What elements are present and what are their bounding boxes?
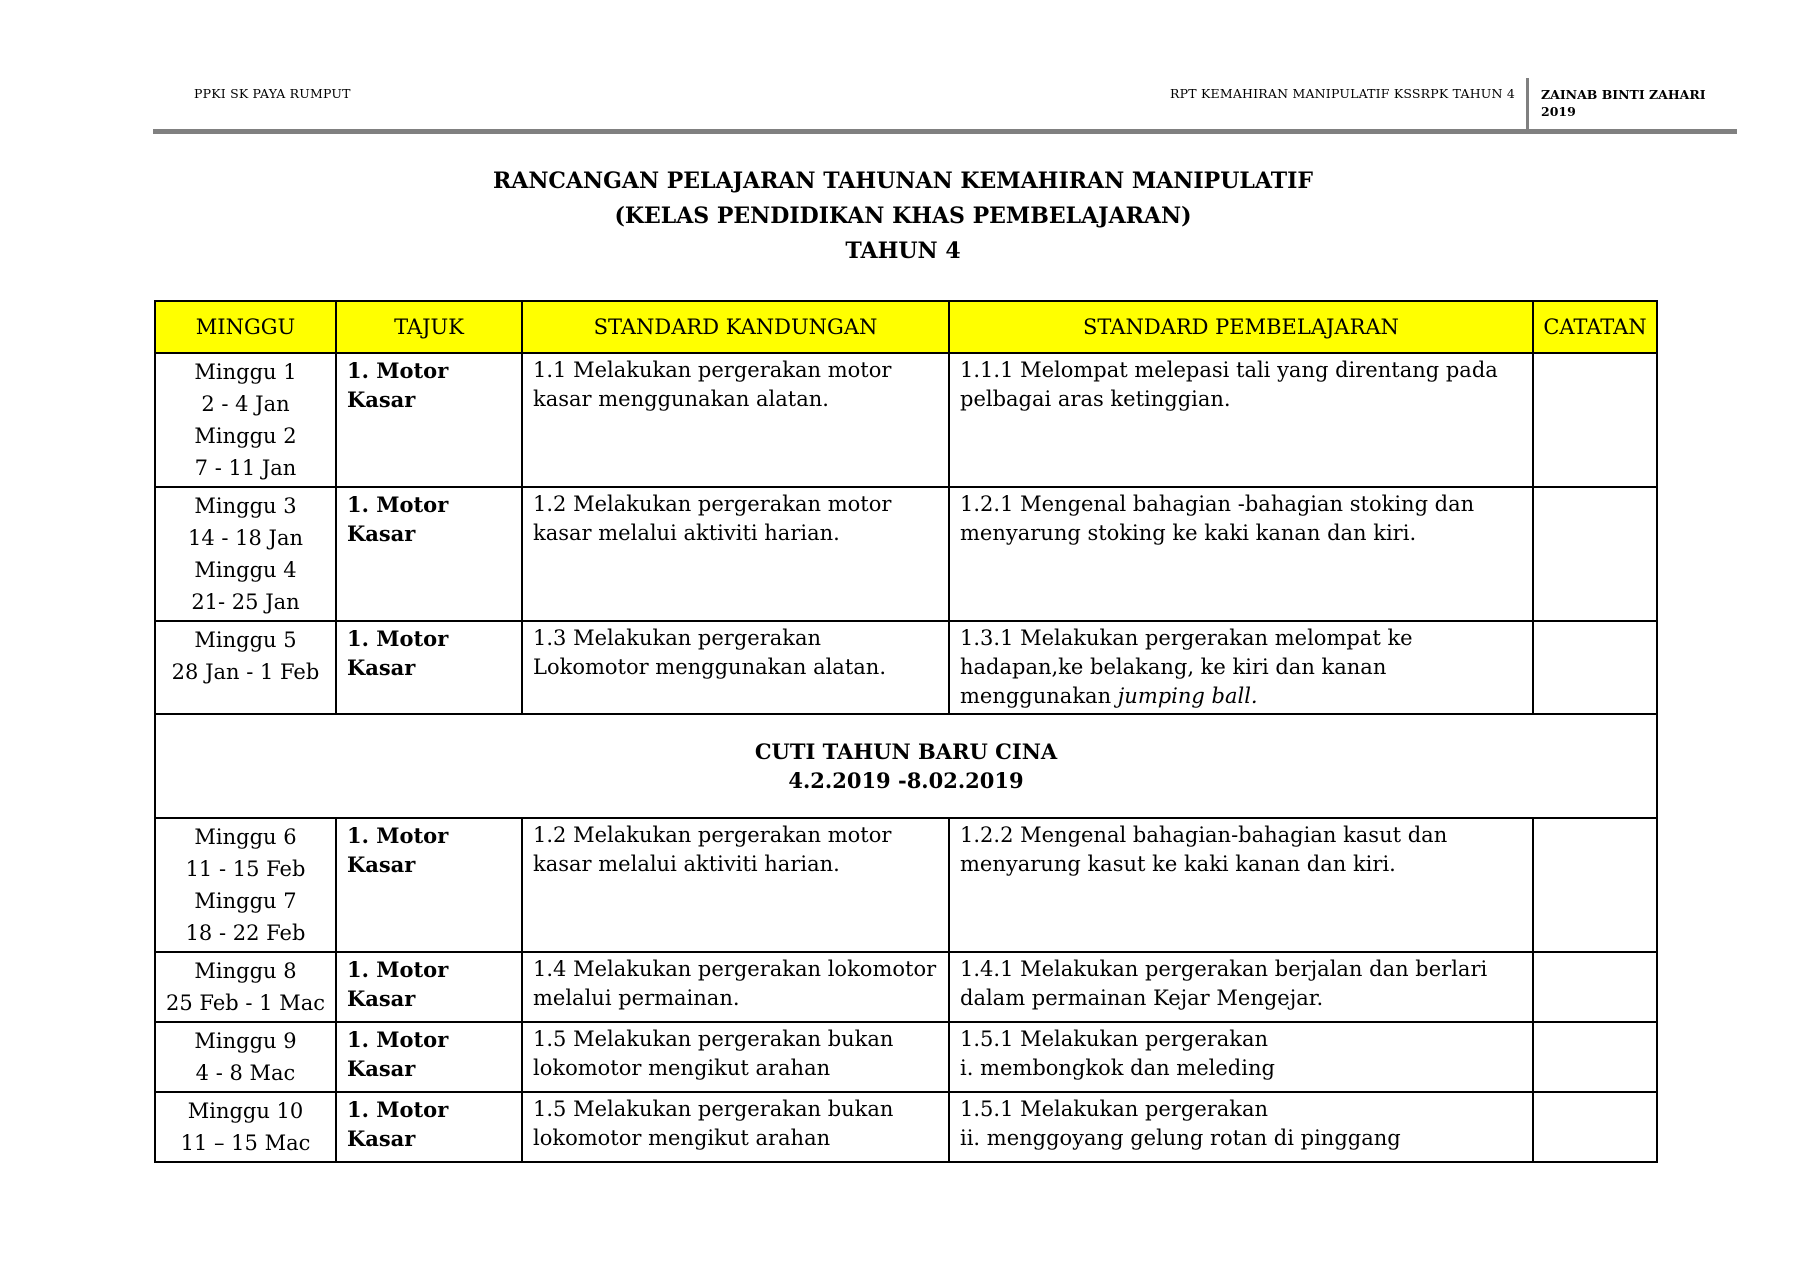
cell-catatan — [1533, 952, 1657, 1022]
sp-line: i. membongkok dan meleding — [960, 1056, 1275, 1080]
column-header-standard-kandungan: STANDARD KANDUNGAN — [522, 301, 949, 353]
holiday-row — [155, 714, 1657, 818]
week-dates: 2 - 4 Jan — [201, 392, 290, 416]
cell-minggu — [155, 818, 336, 952]
week-dates: 4 - 8 Mac — [195, 1061, 296, 1085]
sp-line: 1.5.1 Melakukan pergerakan — [960, 1097, 1269, 1121]
cell-minggu — [155, 1022, 336, 1092]
header-divider — [1526, 78, 1529, 130]
week-label: Minggu 2 — [194, 424, 297, 448]
week-dates: 21- 25 Jan — [191, 590, 300, 614]
cell-tajuk: 1. Motor Kasar — [336, 1022, 522, 1092]
week-dates: 25 Feb - 1 Mac — [166, 991, 325, 1015]
week-label: Minggu 6 — [194, 825, 297, 849]
header-school: PPKI SK PAYA RUMPUT — [194, 86, 351, 101]
week-label: Minggu 10 — [187, 1099, 304, 1123]
cell-tajuk: 1. Motor Kasar — [336, 818, 522, 952]
cell-minggu — [155, 1092, 336, 1162]
cell-standard-kandungan: 1.4 Melakukan pergerakan lokomotor melalui permainan. — [522, 952, 949, 1022]
table-row — [155, 952, 1657, 1022]
title-line-2: (KELAS PENDIDIKAN KHAS PEMBELAJARAN) — [614, 203, 1192, 229]
cell-minggu — [155, 487, 336, 621]
table-row — [155, 1022, 1657, 1092]
cell-standard-pembelajaran: 1.2.1 Mengenal bahagian -bahagian stoking dan menyarung stoking ke kaki kanan dan kiri. — [949, 487, 1533, 621]
week-label: Minggu 7 — [194, 889, 297, 913]
cell-standard-pembelajaran: 1.2.2 Mengenal bahagian-bahagian kasut dan menyarung kasut ke kaki kanan dan kiri. — [949, 818, 1533, 952]
sp-line: 1.5.1 Melakukan pergerakan — [960, 1027, 1269, 1051]
page-title — [153, 164, 1653, 269]
week-label: Minggu 4 — [194, 558, 297, 582]
cell-catatan — [1533, 1092, 1657, 1162]
cell-standard-pembelajaran — [949, 1022, 1533, 1092]
cell-standard-kandungan: 1.2 Melakukan pergerakan motor kasar melalui aktiviti harian. — [522, 818, 949, 952]
header-author: ZAINAB BINTI ZAHARI — [1541, 87, 1706, 102]
cell-catatan — [1533, 621, 1657, 714]
cell-minggu — [155, 621, 336, 714]
cell-standard-pembelajaran — [949, 621, 1533, 714]
lesson-plan-table — [154, 300, 1658, 1163]
cell-standard-pembelajaran: 1.4.1 Melakukan pergerakan berjalan dan berlari dalam permainan Kejar Mengejar. — [949, 952, 1533, 1022]
cell-standard-pembelajaran: 1.1.1 Melompat melepasi tali yang direntang pada pelbagai aras ketinggian. — [949, 353, 1533, 487]
header-author-block — [1541, 86, 1706, 120]
cell-minggu — [155, 353, 336, 487]
cell-standard-pembelajaran — [949, 1092, 1533, 1162]
cell-tajuk: 1. Motor Kasar — [336, 487, 522, 621]
table-row — [155, 818, 1657, 952]
title-line-3: TAHUN 4 — [845, 238, 961, 264]
cell-standard-kandungan: 1.3 Melakukan pergerakan Lokomotor menggunakan alatan. — [522, 621, 949, 714]
column-header-tajuk: TAJUK — [336, 301, 522, 353]
week-dates: 11 - 15 Feb — [185, 857, 306, 881]
week-label: Minggu 5 — [194, 628, 297, 652]
cell-standard-kandungan: 1.5 Melakukan pergerakan bukan lokomotor mengikut arahan — [522, 1092, 949, 1162]
cell-tajuk: 1. Motor Kasar — [336, 621, 522, 714]
week-dates: 28 Jan - 1 Feb — [171, 660, 320, 684]
cell-tajuk: 1. Motor Kasar — [336, 952, 522, 1022]
holiday-dates: 4.2.2019 -8.02.2019 — [788, 768, 1024, 793]
week-dates: 7 - 11 Jan — [194, 456, 297, 480]
week-label: Minggu 8 — [194, 959, 297, 983]
table-row — [155, 353, 1657, 487]
holiday-name: CUTI TAHUN BARU CINA — [754, 739, 1058, 764]
cell-catatan — [1533, 487, 1657, 621]
table-row — [155, 621, 1657, 714]
sp-text-italic: jumping ball. — [1117, 684, 1258, 708]
holiday-cell — [155, 714, 1657, 818]
cell-catatan — [1533, 1022, 1657, 1092]
cell-tajuk: 1. Motor Kasar — [336, 353, 522, 487]
header-rule — [153, 129, 1737, 134]
week-dates: 14 - 18 Jan — [187, 526, 304, 550]
column-header-standard-pembelajaran: STANDARD PEMBELAJARAN — [949, 301, 1533, 353]
cell-standard-kandungan: 1.2 Melakukan pergerakan motor kasar melalui aktiviti harian. — [522, 487, 949, 621]
week-label: Minggu 3 — [194, 494, 297, 518]
header-document-name: RPT KEMAHIRAN MANIPULATIF KSSRPK TAHUN 4 — [1170, 86, 1515, 101]
cell-catatan — [1533, 818, 1657, 952]
table-row — [155, 1092, 1657, 1162]
cell-catatan — [1533, 353, 1657, 487]
week-label: Minggu 9 — [194, 1029, 297, 1053]
cell-minggu — [155, 952, 336, 1022]
week-label: Minggu 1 — [194, 360, 297, 384]
cell-tajuk: 1. Motor Kasar — [336, 1092, 522, 1162]
table-row — [155, 487, 1657, 621]
column-header-catatan: CATATAN — [1533, 301, 1657, 353]
sp-line: ii. menggoyang gelung rotan di pinggang — [960, 1126, 1401, 1150]
title-line-1: RANCANGAN PELAJARAN TAHUNAN KEMAHIRAN MANIPULATIF — [492, 168, 1314, 194]
header-year: 2019 — [1541, 104, 1576, 119]
cell-standard-kandungan: 1.1 Melakukan pergerakan motor kasar menggunakan alatan. — [522, 353, 949, 487]
sp-text: 1.3.1 Melakukan pergerakan melompat ke hadapan,ke belakang, ke kiri dan kanan menggunakan — [960, 626, 1413, 708]
week-dates: 11 – 15 Mac — [180, 1131, 311, 1155]
week-dates: 18 - 22 Feb — [185, 921, 306, 945]
column-header-minggu: MINGGU — [155, 301, 336, 353]
cell-standard-kandungan: 1.5 Melakukan pergerakan bukan lokomotor mengikut arahan — [522, 1022, 949, 1092]
table-header-row — [155, 301, 1657, 353]
